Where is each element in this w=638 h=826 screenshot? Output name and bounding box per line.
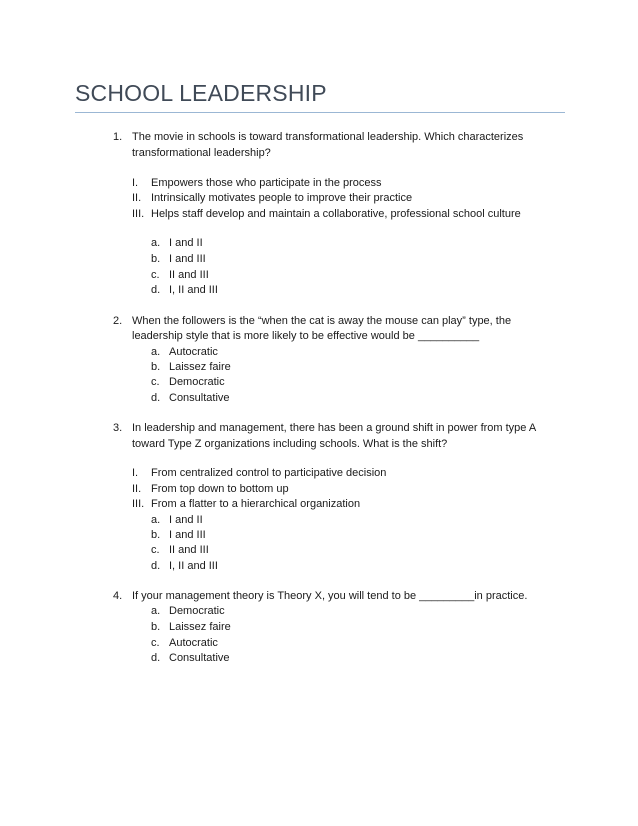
choice-letter: b.	[151, 361, 161, 373]
choice-letter: d.	[151, 652, 161, 664]
choice-letter: c.	[151, 376, 160, 388]
choice-letter: d.	[151, 560, 161, 572]
choice-text: Consultative	[169, 652, 230, 664]
question-stem-line: If your management theory is Theory X, you will tend to be _________in practice.	[132, 590, 528, 602]
choice-text: I and III	[169, 529, 206, 541]
statement-numeral: III.	[132, 208, 145, 220]
question-stem-line: toward Type Z organizations including schools. What is the shift?	[132, 438, 448, 450]
choice-letter: d.	[151, 284, 161, 296]
statement-text: Helps staff develop and maintain a collaborative, professional school culture	[151, 208, 521, 220]
choice-letter: b.	[151, 621, 161, 633]
choice-text: I and II	[169, 514, 203, 526]
question-stem-line: transformational leadership?	[132, 147, 271, 159]
statement-numeral: II.	[132, 192, 142, 204]
choice-text: I, II and III	[169, 284, 218, 296]
choice-letter: c.	[151, 544, 160, 556]
title-divider	[75, 112, 565, 113]
question-number: 2.	[113, 315, 123, 327]
choice-letter: c.	[151, 637, 160, 649]
choice-text: Laissez faire	[169, 621, 231, 633]
statement-text: From a flatter to a hierarchical organization	[151, 498, 361, 510]
question-stem-line: When the followers is the “when the cat is away the mouse can play” type, the	[132, 315, 512, 327]
statement-text: Intrinsically motivates people to improve their practice	[151, 192, 413, 204]
choice-text: I, II and III	[169, 560, 218, 572]
choice-letter: b.	[151, 253, 161, 265]
choice-letter: a.	[151, 237, 161, 249]
choice-letter: b.	[151, 529, 161, 541]
statement-numeral: I.	[132, 177, 139, 189]
statement-text: Empowers those who participate in the process	[151, 177, 382, 189]
choice-text: II and III	[169, 269, 209, 281]
choice-text: Democratic	[169, 376, 225, 388]
choice-letter: a.	[151, 514, 161, 526]
statement-numeral: II.	[132, 483, 142, 495]
choice-letter: a.	[151, 605, 161, 617]
question-number: 1.	[113, 131, 123, 143]
question-number: 3.	[113, 422, 123, 434]
question-number: 4.	[113, 590, 123, 602]
choice-text: Autocratic	[169, 637, 218, 649]
choice-text: I and III	[169, 253, 206, 265]
question-stem-line: In leadership and management, there has been a ground shift in power from type A	[132, 422, 537, 434]
choice-text: Laissez faire	[169, 361, 231, 373]
choice-text: Autocratic	[169, 346, 218, 358]
statement-numeral: I.	[132, 467, 139, 479]
question-stem-line: leadership style that is more likely to be effective would be __________	[132, 330, 480, 342]
choice-letter: d.	[151, 392, 161, 404]
statement-numeral: III.	[132, 498, 145, 510]
choice-letter: c.	[151, 269, 160, 281]
choice-letter: a.	[151, 346, 161, 358]
choice-text: Consultative	[169, 392, 230, 404]
choice-text: Democratic	[169, 605, 225, 617]
page-title: SCHOOL LEADERSHIP	[75, 80, 327, 106]
choice-text: I and II	[169, 237, 203, 249]
statement-text: From top down to bottom up	[151, 483, 289, 495]
statement-text: From centralized control to participative decision	[151, 467, 387, 479]
question-stem-line: The movie in schools is toward transformational leadership. Which characterizes	[132, 131, 524, 143]
choice-text: II and III	[169, 544, 209, 556]
